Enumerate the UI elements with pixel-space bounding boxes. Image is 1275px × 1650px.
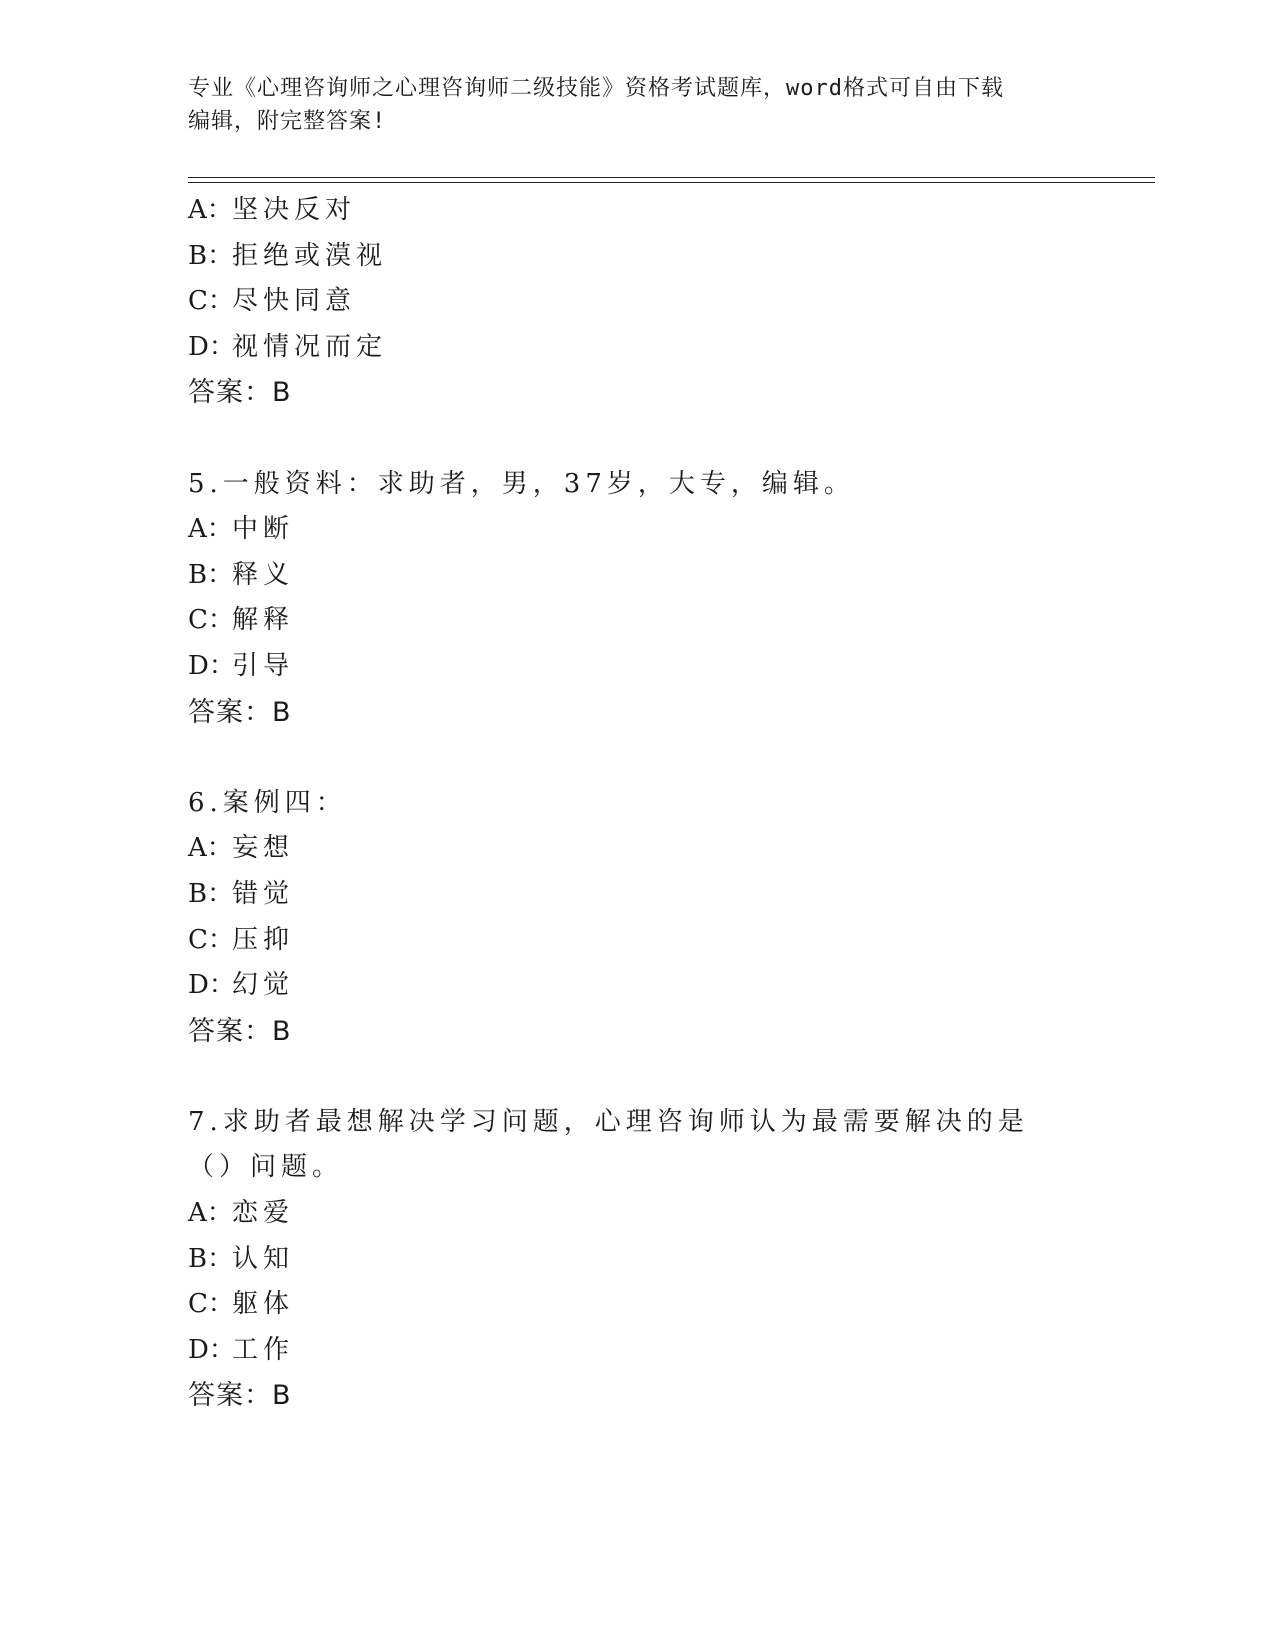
option-key: A： — [188, 195, 233, 225]
option-text: 压抑 — [232, 924, 295, 955]
option-text: 拒绝或漠视 — [232, 240, 388, 271]
option-key: B： — [188, 559, 234, 590]
answer-line: 答案：B — [188, 1380, 292, 1412]
option-b — [188, 1237, 1088, 1283]
question-block-6 — [188, 781, 1088, 1055]
option-c — [188, 1282, 1088, 1328]
option-text: 幻觉 — [232, 970, 295, 1001]
option-b — [188, 553, 1088, 599]
option-key: D： — [188, 970, 235, 1001]
option-c — [188, 598, 1088, 644]
option-key: D： — [188, 1334, 235, 1365]
question-block-5 — [188, 462, 1088, 736]
spacer — [188, 735, 1088, 781]
option-key: C： — [188, 286, 234, 317]
option-text: 解释 — [232, 605, 295, 636]
question-block-7 — [188, 1100, 1088, 1419]
option-key: C： — [188, 924, 234, 955]
option-a — [188, 188, 1088, 234]
option-text: 视情况而定 — [232, 331, 388, 362]
option-text: 工作 — [232, 1334, 295, 1365]
option-key: A： — [188, 833, 233, 864]
option-d — [188, 963, 1088, 1009]
option-c — [188, 918, 1088, 964]
header-divider-bottom — [188, 182, 1155, 183]
option-text: 妄想 — [232, 833, 295, 864]
option-key: B： — [188, 878, 234, 909]
option-key: A： — [188, 1198, 233, 1229]
option-a — [188, 1191, 1088, 1237]
header-divider-top — [188, 177, 1155, 178]
question-list — [188, 188, 1088, 1419]
option-a — [188, 507, 1088, 553]
answer-line: 答案：B — [188, 696, 292, 728]
question-text: 6.案例四： — [188, 787, 347, 818]
answer-line: 答案：B — [188, 1015, 292, 1047]
option-d — [188, 325, 1088, 371]
option-a — [188, 826, 1088, 872]
option-text: 认知 — [232, 1243, 295, 1274]
option-d — [188, 644, 1088, 690]
option-text: 中断 — [232, 514, 295, 545]
spacer — [188, 416, 1088, 462]
option-text: 恋爱 — [232, 1198, 295, 1229]
option-text: 躯体 — [232, 1289, 295, 1320]
option-key: B： — [188, 1243, 234, 1274]
question-block-4 — [188, 188, 1088, 416]
option-key: D： — [188, 331, 235, 362]
question-text: 5.一般资料：求助者，男，37岁，大专，编辑。 — [188, 468, 855, 499]
option-text: 尽快同意 — [232, 286, 357, 317]
option-key: D： — [188, 650, 235, 681]
option-key: B： — [188, 240, 234, 271]
option-text: 引导 — [232, 650, 295, 681]
header-line-1: 专业《心理咨询师之心理咨询师二级技能》资格考试题库，word格式可自由下载 — [188, 76, 1004, 101]
option-c — [188, 279, 1088, 325]
option-b — [188, 234, 1088, 280]
answer-line: 答案：B — [188, 377, 292, 409]
option-b — [188, 872, 1088, 918]
question-text: 7.求助者最想解决学习问题，心理咨询师认为最需要解决的是（）问题。 — [188, 1106, 1029, 1183]
option-text: 错觉 — [232, 878, 295, 909]
option-text: 坚决反对 — [232, 195, 357, 225]
document-header — [188, 72, 1068, 138]
spacer — [188, 1054, 1088, 1100]
header-line-2: 编辑，附完整答案! — [188, 109, 387, 134]
option-key: C： — [188, 1289, 234, 1320]
option-key: A： — [188, 514, 233, 545]
option-key: C： — [188, 605, 234, 636]
option-text: 释义 — [232, 559, 295, 590]
option-d — [188, 1328, 1088, 1374]
